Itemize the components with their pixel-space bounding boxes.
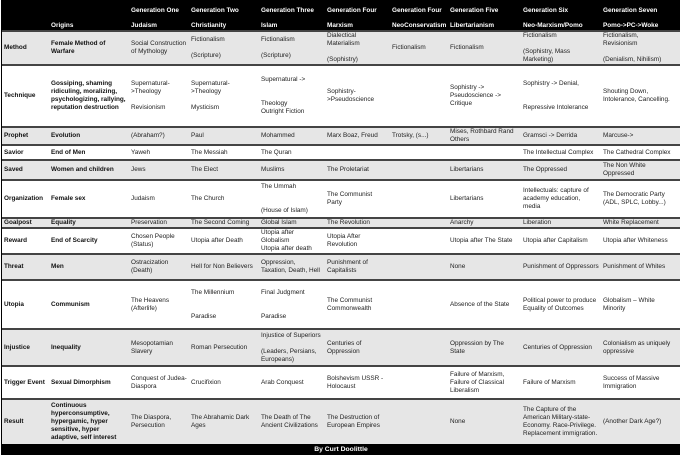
origin-cell: Continuous hyperconsumptive, hypergamic, hyper sensitive, hyper adaptive, self interest: [49, 399, 129, 444]
table-cell: Marcuse->: [601, 127, 680, 145]
table-cell: The Quran: [261, 148, 292, 156]
table-cell: Social Construction of Mythology: [129, 31, 189, 65]
table-cell: Centuries of Oppression: [325, 329, 390, 366]
table-cell: Fictionalism: [390, 31, 448, 65]
table-cell: The Democratic Party (ADL, SPLC, Lobby...): [603, 191, 666, 206]
row-label: Saved: [2, 160, 49, 180]
table-cell: The Ummah (House of Islam): [261, 183, 308, 214]
table-cell: [390, 254, 448, 280]
table-cell: Political power to produce Equality of Outcomes: [523, 296, 597, 312]
row-label: Technique: [4, 92, 36, 99]
table-cell: Ostracization (Death): [129, 254, 189, 280]
table-cell: (Abraham?): [129, 127, 189, 145]
table-cell: Intellectuals: capture of academy education, media: [523, 187, 589, 210]
origin-cell: End of Scarcity: [51, 237, 98, 244]
table-row: [2, 65, 680, 127]
table-row: [2, 399, 680, 444]
header-cell: Judaism: [129, 15, 189, 31]
origin-cell: Sexual Dimorphism: [51, 378, 111, 386]
row-label: Trigger Event: [4, 378, 45, 386]
table-cell: [390, 366, 448, 399]
table-cell: Injustice of Superiors (Leaders, Persians, Europeans): [259, 329, 325, 366]
table-cell: Paul: [189, 127, 259, 145]
table-cell: Oppression, Taxation, Death, Hell: [259, 254, 325, 280]
header-cell: Generation Two: [189, 0, 259, 15]
table-cell: (Another Dark Age?): [601, 399, 680, 444]
table-row: [2, 145, 680, 160]
table-cell: The Elect: [189, 160, 259, 180]
table-cell: Failure of Marxism: [523, 378, 576, 386]
table-row: [2, 329, 680, 366]
table-cell: Failure of Marxism, Failure of Classical Liberalism: [450, 370, 505, 394]
header-cell: NeoConservatism: [390, 15, 448, 31]
header-cell: Generation Four: [390, 0, 448, 15]
table-cell: Mises, Rothbard Rand Others: [448, 127, 521, 145]
ideology-comparison-table: [1, 0, 680, 455]
row-label: Injustice: [2, 329, 49, 366]
row-label: Organization: [4, 195, 44, 202]
table-row: [2, 160, 680, 180]
table-cell: Success of Massive Immigration: [603, 374, 660, 390]
table-cell: The Destruction of European Empires: [325, 399, 390, 444]
header-cell: Generation One: [129, 0, 189, 15]
table-cell: The Cathedral Complex: [603, 148, 671, 156]
header-cell: [49, 0, 129, 15]
table-cell: Conquest of Judea- Diaspora: [131, 374, 187, 390]
table-row: [2, 180, 680, 218]
table-cell: Liberation: [521, 218, 601, 228]
header-cell: [2, 15, 49, 31]
origin-cell: End of Men: [51, 148, 86, 156]
table-cell: The Millennium Paradise: [191, 288, 235, 320]
header-cell: Origins: [49, 15, 129, 31]
table-row: [2, 127, 680, 145]
table-cell: Globalism – White Minority: [603, 296, 655, 312]
row-label: Utopia: [4, 300, 24, 308]
table-cell: Roman Persecution: [189, 329, 259, 366]
header-cell: [2, 0, 49, 15]
table-cell: Utopia after Globalism Utopia after death: [261, 229, 312, 252]
table-cell: The Proletariat: [325, 160, 390, 180]
table-cell: Judaism: [131, 195, 155, 202]
table-cell: Global Islam: [259, 218, 325, 228]
table-cell: Utopia after Capitalism: [523, 237, 588, 244]
origin-cell: Women and children: [49, 160, 129, 180]
table-cell: [325, 145, 390, 160]
origin-cell: Female Method of Warfare: [49, 31, 129, 65]
table-cell: [390, 218, 448, 228]
row-label: Threat: [2, 254, 49, 280]
table-cell: The Communist Party: [327, 191, 373, 206]
header-cell: Generation Seven: [601, 0, 680, 15]
table-cell: Marx Boaz, Freud: [325, 127, 390, 145]
table-cell: [390, 145, 448, 160]
table-cell: Gramsci -> Derrida: [521, 127, 601, 145]
table-cell: Absence of the State: [450, 300, 510, 308]
origin-cell: Inequality: [49, 329, 129, 366]
table-cell: The Capture of the American Military-state- Economy. Race-Privilege. Replacement immigration.: [521, 399, 601, 444]
table-cell: Final Judgment Paradise: [261, 288, 305, 320]
table-cell: Punishment of Capitalists: [325, 254, 390, 280]
table-cell: Utopia After Revolution: [327, 233, 361, 248]
table-cell: The Revolution: [325, 218, 390, 228]
table-cell: Punishment of Whites: [601, 254, 680, 280]
header-cell: Generation Three: [259, 0, 325, 15]
origin-cell: Equality: [49, 218, 129, 228]
table-row: [2, 254, 680, 280]
header-cell: Generation Four: [325, 0, 390, 15]
table-cell: Libertarians: [450, 195, 484, 202]
table-cell: Chosen People (Status): [131, 233, 175, 248]
origin-cell: Female sex: [51, 195, 86, 202]
table-cell: Hell for Non Believers: [189, 254, 259, 280]
table-cell: Utopia after Death: [191, 237, 243, 244]
table-cell: [390, 65, 448, 127]
header-cell: Christianity: [189, 15, 259, 31]
table-cell: Preservation: [129, 218, 189, 228]
table-cell: Utopia after The State: [450, 237, 513, 244]
header-row-movements: [2, 15, 680, 31]
table-row: [2, 280, 680, 329]
table-cell: [390, 228, 448, 254]
table-cell: [390, 160, 448, 180]
table-cell: The Messiah: [191, 148, 228, 156]
table-cell: The Abrahamic Dark Ages: [189, 399, 259, 444]
table-cell: Oppression by The State: [448, 329, 521, 366]
table-cell: Libertarians: [448, 160, 521, 180]
table-cell: The Oppressed: [521, 160, 601, 180]
header-cell: Libertarianism: [448, 15, 521, 31]
author-credit: By Curt Doolittle: [2, 444, 680, 455]
table-cell: Mohammed: [259, 127, 325, 145]
table-cell: Crucifixion: [191, 378, 221, 386]
header-cell: Generation Five: [448, 0, 521, 15]
origin-cell: Communism: [51, 300, 90, 308]
table-cell: Centuries of Oppression: [521, 329, 601, 366]
table-row: [2, 228, 680, 254]
table-cell: The Communist Commonwealth: [327, 296, 373, 312]
table-cell: Sophistry- >Pseudoscience: [327, 88, 375, 103]
row-label: Result: [2, 399, 49, 444]
table-cell: Jews: [129, 160, 189, 180]
origin-cell: Men: [49, 254, 129, 280]
table-cell: [390, 180, 448, 218]
table-cell: The Intellectual Complex: [523, 148, 594, 156]
table-cell: Punishment of Oppressors: [521, 254, 601, 280]
table-cell: The Death of The Ancient Civilizations: [259, 399, 325, 444]
table-row: [2, 31, 680, 65]
header-cell: Neo-Marxism/Pomo: [521, 15, 601, 31]
table-cell: Mesopotamian Slavery: [129, 329, 189, 366]
header-cell: Marxism: [325, 15, 390, 31]
table-cell: The Church: [191, 195, 225, 202]
table-body: [2, 31, 680, 444]
table-cell: Fictionalism, Revisionism (Denialism, Nihilism): [601, 31, 680, 65]
table-cell: The Non White Oppressed: [601, 160, 680, 180]
table-cell: Arab Conquest: [261, 378, 304, 386]
table-cell: [390, 399, 448, 444]
table-cell: Yaweh: [131, 148, 151, 156]
table-header: [2, 0, 680, 31]
table-cell: [390, 329, 448, 366]
row-label: Prophet: [2, 127, 49, 145]
row-label: Reward: [4, 237, 28, 244]
table-cell: Anarchy: [448, 218, 521, 228]
table-cell: Fictionalism (Sophistry, Mass Marketing): [521, 31, 601, 65]
header-cell: Islam: [259, 15, 325, 31]
table-cell: Colonialism as uniquely oppressive: [601, 329, 680, 366]
table-cell: The Diaspora, Persecution: [129, 399, 189, 444]
table-cell: [390, 280, 448, 329]
table-cell: Trotsky, (s...): [390, 127, 448, 145]
table-cell: Muslims: [259, 160, 325, 180]
header-row-generations: [2, 0, 680, 15]
table-cell: Sophistry -> Denial, Repressive Intolerance: [523, 80, 589, 111]
row-label: Savior: [4, 148, 24, 156]
origin-cell: Gossiping, shaming ridiculing, moralizing, psychologizing, rallying, reputation destruction: [51, 80, 126, 111]
table-cell: Sophistry -> Pseudoscience -> Critique: [450, 84, 501, 107]
table-row: [2, 218, 680, 228]
table-cell: Utopia after Whiteness: [603, 237, 668, 244]
table-cell: Fictionalism: [448, 31, 521, 65]
table-cell: Bolshevism USSR - Holocaust: [327, 374, 384, 390]
table-row: [2, 366, 680, 399]
table-cell: Fictionalism (Scripture): [259, 31, 325, 65]
table-cell: The Second Coming: [189, 218, 259, 228]
table-cell: None: [448, 254, 521, 280]
table-cell: Supernatural -> Theology Outright Fiction: [261, 76, 306, 115]
table-cell: None: [448, 399, 521, 444]
table-cell: Supernatural- >Theology Revisionism: [131, 80, 170, 111]
row-label: Method: [2, 31, 49, 65]
row-label: Goalpost: [2, 218, 49, 228]
table-cell: White Replacement: [601, 218, 680, 228]
table-cell: Fictionalism (Scripture): [189, 31, 259, 65]
table-cell: The Heavens (Afterlife): [131, 296, 170, 312]
table-cell: [448, 145, 521, 160]
table-cell: Shouting Down, Intolerance, Cancelling.: [603, 88, 670, 103]
table-cell: Dialectical Materialism (Sophistry): [325, 31, 390, 65]
origin-cell: Evolution: [49, 127, 129, 145]
header-cell: Pomo->PC->Woke: [601, 15, 680, 31]
header-cell: Generation Six: [521, 0, 601, 15]
table-cell: Supernatural- >Theology Mysticism: [191, 80, 230, 111]
